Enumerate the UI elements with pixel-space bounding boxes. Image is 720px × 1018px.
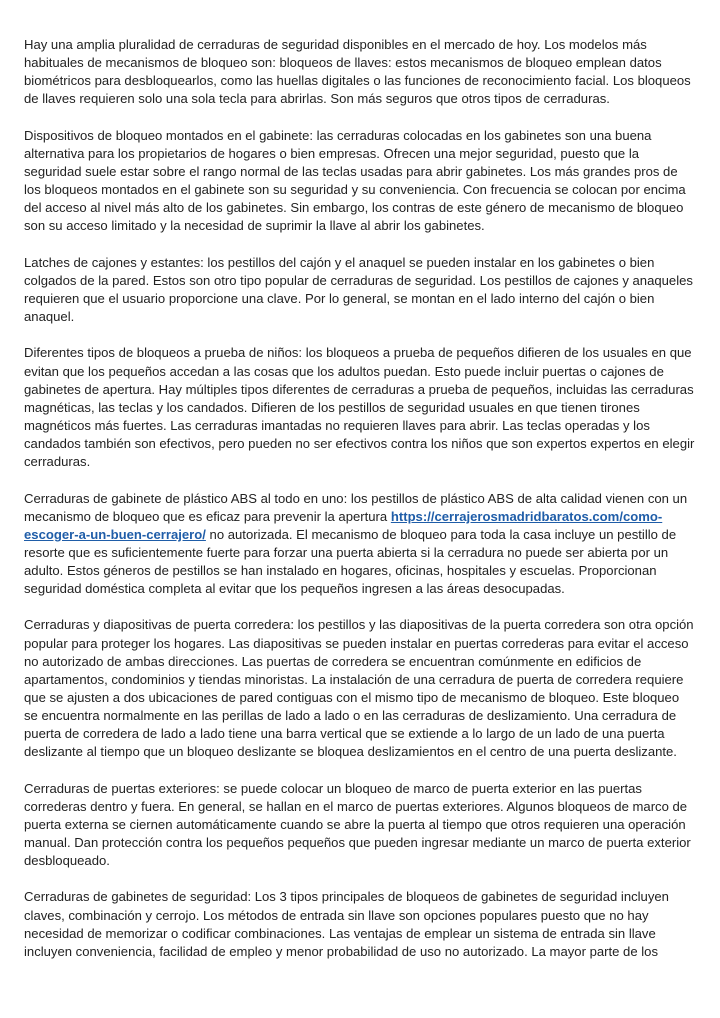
- paragraph-text-after-link: no autorizada. El mecanismo de bloqueo para toda la casa incluye un pestillo de resorte que es suficientemente fuerte para forzar una puerta abierta si la cerradura no puede ser abierta por un adulto. Estos géneros de pestillos se han instalado en hogares, oficinas, hospitales y escuelas. Proporcionan seguridad doméstica completa al evitar que los pequeños ingresen a las áreas desocupadas.: [24, 526, 677, 596]
- paragraph-text-before-link: Cerraduras de gabinete de plástico ABS al todo en uno: los pestillos de plástico ABS de alta calidad vienen con un mecanismo de bloqueo que es eficaz para prevenir la apertura: [24, 490, 688, 524]
- paragraph-key-locks: Hay una amplia pluralidad de cerraduras de seguridad disponibles en el mercado de hoy. Los modelos más habituales de mecanismos de bloqueo son: bloqueos de llaves: estos mecanismos de bloqueo emplean datos biométricos para desbloquearlos, como las huellas digitales o las funciones de reconocimiento facial. Los bloqueos de llaves requieren solo una sola tecla para abrirlas. Son más seguros que otros tipos de cerraduras.: [24, 37, 691, 107]
- paragraph-child-proof-locks: Diferentes tipos de bloqueos a prueba de niños: los bloqueos a prueba de pequeños difieren de los usuales en que evitan que los pequeños accedan a las cosas que los adultos puedan. Esto puede incluir puertas o cajones de gabinetes de apertura. Hay múltiples tipos diferentes de cerraduras a prueba de pequeños, incluidas las cerraduras magnéticas, las teclas y los candados. Difieren de los pestillos de seguridad usuales en que tienen tirones magnéticos más fuertes. Las cerraduras imantadas no requieren llaves para abrir. Las teclas operadas y los candados también son efectivos, pero pueden no ser efectivos contra los niños que son expertos expertos en elegir cerraduras.: [24, 345, 695, 470]
- document-body: [24, 36, 696, 979]
- paragraph-drawer-shelf-latches: Latches de cajones y estantes: los pestillos del cajón y el anaquel se pueden instalar en los gabinetes o bien colgados de la pared. Estos son otro tipo popular de cerraduras de seguridad. Los pestillos de cajones y anaqueles requieren que el usuario proporcione una clave. Por lo general, se montan en el lado interno del cajón o bien anaquel.: [24, 254, 693, 324]
- paragraph-cabinet-mounted-locks: Dispositivos de bloqueo montados en el gabinete: las cerraduras colocadas en los gabinetes son una buena alternativa para los propietarios de hogares o bien empresas. Ofrecen una mejor seguridad, puesto que la seguridad suele estar sobre el rango normal de las teclas usadas para abrir gabinetes. Los más grandes pros de los bloqueos montados en el gabinete son su seguridad y su conveniencia. Con frecuencia se colocan por encima del acceso al nivel más alto de los gabinetes. Sin embargo, los contras de este género de mecanismo de bloqueo son su acceso limitado y la necesidad de suprimir la llave al abrir los gabinetes.: [24, 127, 686, 234]
- paragraph-security-cabinet-locks: Cerraduras de gabinetes de seguridad: Los 3 tipos principales de bloqueos de gabinetes de seguridad incluyen claves, combinación y cerrojo. Los métodos de entrada sin llave son opciones populares puesto que no hay necesidad de memorizar o codificar combinaciones. Las ventajas de emplear un sistema de entrada sin llave incluyen conveniencia, facilidad de empleo y menor probabilidad de uso no autorizado. La mayor parte de los: [24, 889, 669, 959]
- article-link[interactable]: https://cerrajerosmadridbaratos.com/como-escoger-a-un-buen-cerrajero/: [24, 508, 663, 542]
- paragraph-exterior-door-locks: Cerraduras de puertas exteriores: se puede colocar un bloqueo de marco de puerta exterior en las puertas correderas dentro y fuera. En general, se hallan en el marco de puertas exteriores. Algunos bloqueos de marco de puerta externa se ciernen automáticamente cuando se abre la puerta al tiempo que otros requieren una operación manual. Dan protección contra los pequeños pequeños que pueden ingresar mediante un marco de puerta exterior desbloqueado.: [24, 780, 691, 868]
- paragraph-abs-plastic-locks: [24, 490, 696, 599]
- paragraph-sliding-door-locks: Cerraduras y diapositivas de puerta corredera: los pestillos y las diapositivas de la puerta corredera son otra opción popular para proteger los hogares. Las diapositivas se pueden instalar en puertas correderas para evitar el acceso no autorizado de ambas direcciones. Las puertas de corredera se encuentran comúnmente en edificios de apartamentos, condominios y tiendas minoristas. La instalación de una cerradura de puerta de corredera requiere que se ajusten a dos ubicaciones de pared contiguas con el mismo tipo de mecanismo de bloqueo. Este bloqueo se encuentra normalmente en las perillas de lado a lado o en las cerraduras de deslizamiento. Una cerradura de puerta de corredera de lado a lado tiene una barra vertical que se extiende a lo largo de un lado de una puerta deslizante al tiempo que un bloqueo deslizante se bloquea deslizamientos en el centro de una puerta deslizante.: [24, 617, 694, 760]
